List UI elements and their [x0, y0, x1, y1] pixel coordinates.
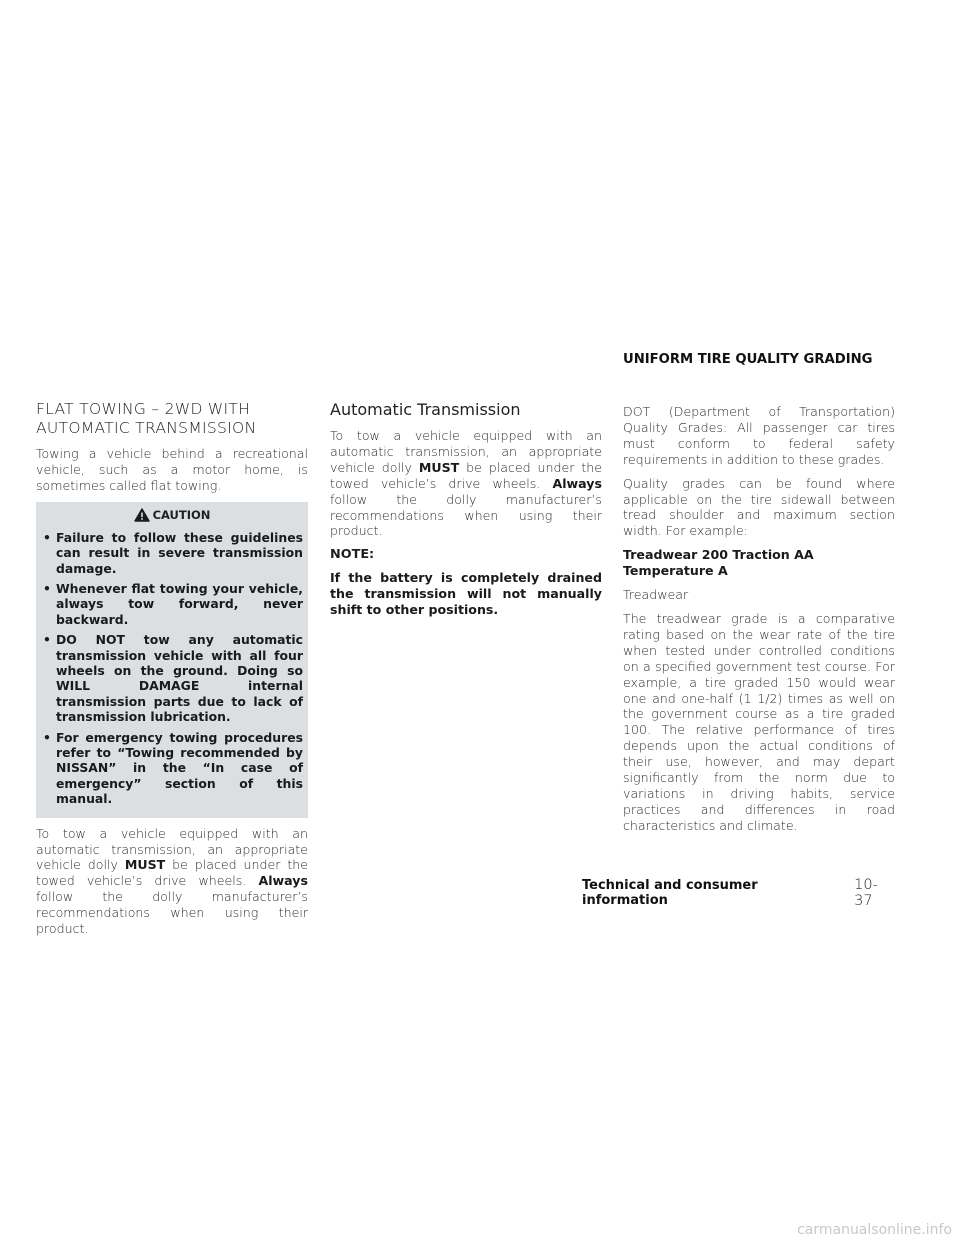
must-emphasis: MUST: [418, 459, 460, 475]
watermark: carmanualsonline.info: [797, 1222, 952, 1238]
caution-item-text: DO NOT tow any automatic transmission vehicle with all four wheels on the ground. Doing so WILL DAMAGE internal transmission parts due to lack of transmission lubrication.: [56, 632, 303, 725]
caution-item-text: Whenever flat towing your vehicle, always tow forward, never backward.: [56, 580, 303, 627]
caution-item: [41, 632, 303, 724]
dot-paragraph: DOT (Department of Transportation) Quality Grades: All passenger car tires must conform to federal safety requirements in addition to these grades.: [623, 404, 895, 467]
caution-list: [41, 530, 303, 807]
intro-paragraph: Towing a vehicle behind a recreational vehicle, such as a motor home, is sometimes called flat towing.: [36, 446, 308, 493]
note-label: NOTE:: [330, 547, 375, 563]
dolly-paragraph: [330, 428, 602, 539]
treadwear-label: Treadwear: [623, 587, 689, 603]
middle-column: [330, 400, 602, 626]
text: To tow a vehicle equipped with an automatic transmission, an appropriate vehicle dolly: [330, 428, 602, 475]
always-emphasis: Always: [552, 475, 602, 491]
heading-line-1: FLAT TOWING – 2WD WITH: [36, 400, 251, 418]
caution-item: [41, 730, 303, 807]
bullet: •: [43, 580, 51, 596]
quality-grades-paragraph: Quality grades can be found where applicable on the tire sidewall between tread shoulder and maximum section width. For example:: [623, 475, 895, 539]
page-number: 10-37: [854, 877, 878, 909]
caution-item: [41, 581, 303, 627]
caution-item-text: Failure to follow these guidelines can result in severe transmission damage.: [56, 529, 303, 576]
dolly-paragraph: [36, 826, 308, 937]
note-text: If the battery is completely drained the transmission will not manually shift to other positions.: [330, 570, 602, 618]
footer-title: Technical and consumer information: [582, 878, 758, 908]
text: be placed under the towed vehicle’s drive wheels.: [330, 459, 603, 491]
grading-example: Treadwear 200 Traction AA Temperature A: [623, 547, 814, 579]
caution-title: CAUTION: [152, 507, 211, 522]
treadwear-paragraph: The treadwear grade is a comparative rating based on the wear rate of the tire when tested under controlled conditions on a specified government test course. For example, a tire graded 150 would wear one and one-half (1 1/2) times as well on the government course as a tire graded 100. The relative performance of tires depends upon the actual conditions of their use, however, and may depart significantly from the norm due to variations in driving habits, service practices and differences in road characteristics and climate.: [623, 610, 895, 833]
flat-towing-heading: [36, 400, 308, 438]
bullet: •: [43, 729, 51, 745]
always-emphasis: Always: [258, 873, 308, 889]
text: be placed under the towed vehicle’s drive wheels.: [36, 857, 309, 889]
right-column: [623, 404, 895, 842]
bullet: •: [43, 529, 51, 545]
text: follow the dolly manufacturer’s recommendations when using their product.: [36, 889, 308, 937]
caution-item-text: For emergency towing procedures refer to “Towing recommended by NISSAN” in the “In case of emergency” section of this manual.: [56, 729, 303, 807]
heading-line-2: AUTOMATIC TRANSMISSION: [36, 419, 257, 437]
automatic-transmission-heading: Automatic Transmission: [330, 400, 521, 419]
must-emphasis: MUST: [124, 857, 166, 873]
page-footer: [582, 877, 896, 909]
section-title: UNIFORM TIRE QUALITY GRADING: [623, 352, 873, 367]
caution-header: [41, 508, 303, 522]
left-column: [36, 400, 308, 945]
caution-box: [36, 502, 308, 818]
text: follow the dolly manufacturer’s recommendations when using their product.: [330, 491, 602, 539]
bullet: •: [43, 632, 51, 648]
text: To tow a vehicle equipped with an automatic transmission, an appropriate vehicle dolly: [36, 825, 308, 873]
caution-item: [41, 530, 303, 576]
warning-triangle-icon: [134, 508, 150, 522]
